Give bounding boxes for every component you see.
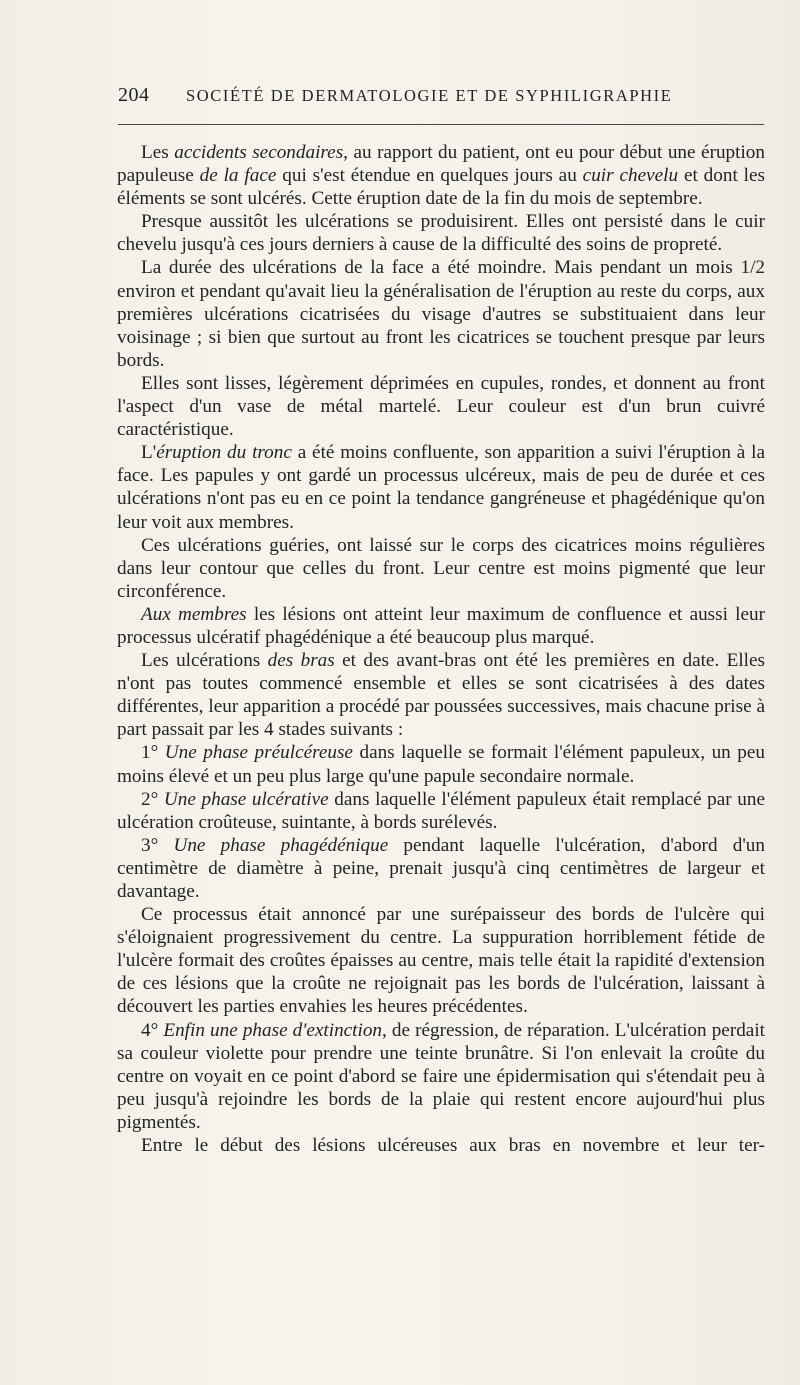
text-run: qui s'est étendue en quelques jours au — [276, 165, 583, 187]
italic-run: Enfin une phase d'extinction — [163, 1019, 383, 1041]
paragraph — [117, 256, 765, 371]
paragraph — [117, 649, 765, 741]
text-run: dans laquelle se formait l'élément papuleux, un peu moins élevé et un peu plus large qu'une papule secondaire normale. — [117, 742, 765, 787]
text-run: , de régression, de réparation. L'ulcération perdait sa couleur violette pour prendre une teinte brunâtre. Si l'on enlevait la croûte du centre on voyait en ce point d'abord se faire une épidermisation qui s'étendait peu à peu jusqu'à rejoindre les bords de la plaie qui restent encore aujourd'hui plus pigmentés. — [117, 1019, 765, 1133]
text-run: 2° — [141, 788, 164, 810]
italic-run: Une phase préulcéreuse — [164, 742, 353, 764]
paragraph — [117, 603, 765, 649]
italic-run: Une phase phagédénique — [173, 834, 389, 856]
paragraph — [117, 834, 765, 903]
italic-run: Une phase ulcérative — [163, 788, 329, 810]
text-run: Ce processus était annoncé par une surépaisseur des bords de l'ulcère qui s'éloignaient progressivement du centre. La suppuration horriblement fétide de l'ulcère formait des croûtes épaisses au centre, mais telle était la rapidité d'extension de ces lésions que la croûte ne rejoignait pas les bords de l'ulcération, laissant à découvert les parties envahies les heures précédentes. — [117, 904, 765, 1018]
text-run: pendant laquelle l'ulcération, d'abord d'un centimètre de diamètre à peine, prenait jusqu'à cinq centimètres de largeur et davantage. — [117, 834, 765, 902]
text-run: Elles sont lisses, légèrement déprimées en cupules, rondes, et donnent au front l'aspect d'un vase de métal martelé. Leur couleur est d'un brun cuivré caractéristique. — [117, 372, 765, 441]
paragraph — [117, 210, 765, 256]
paragraph — [117, 534, 765, 603]
italic-run: cuir chevelu — [582, 165, 679, 187]
page-number: 204 — [118, 84, 150, 106]
paragraph — [117, 788, 765, 834]
paragraph — [117, 141, 765, 210]
italic-run: accidents secondaires — [174, 142, 344, 163]
text-run: 4° — [141, 1019, 164, 1041]
italic-run: Aux membres — [141, 603, 247, 625]
paragraph — [117, 1019, 765, 1134]
text-run: Ces ulcérations guéries, ont laissé sur le corps des cicatrices moins régulières dans leur contour que celles du front. Leur centre est moins pigmenté que leur circonférence. — [117, 534, 765, 602]
italic-run: éruption du tronc — [156, 442, 292, 464]
text-run: 1° — [141, 742, 165, 764]
text-run: et dont les éléments se sont ulcérés. Cette éruption date de la fin du mois de septembre. — [117, 165, 765, 210]
text-run: La durée des ulcérations de la face a été moindre. Mais pendant un mois 1/2 environ et pendant qu'avait lieu la généralisation de l'éruption au reste du corps, aux premières ulcérations cicatrisées du visage d'autres se substituaient dans leur voisinage ; si bien que surtout au front les cicatrices se touchent presque par leurs bords. — [117, 257, 765, 371]
paragraph — [117, 741, 765, 787]
text-run: L' — [141, 442, 157, 464]
text-run: et des avant-bras ont été les premières en date. Elles n'ont pas toutes commencé ensemble et elles se sont cicatrisées à des dates différentes, leur apparition a procédé par poussées successives, mais chacune prise à part passait par les 4 stades suivants : — [117, 650, 765, 741]
text-run: Les — [141, 142, 175, 163]
text-run: , au rapport du patient, ont eu pour début une éruption papuleuse — [117, 142, 765, 187]
page-header — [118, 84, 764, 112]
italic-run: de la face — [199, 165, 277, 187]
paragraph — [117, 903, 765, 1018]
text-run: a été moins confluente, son apparition a suivi l'éruption à la face. Les papules y ont gardé un processus ulcéreux, mais de peu de durée et ces ulcérations n'ont pas eu en ce point la tendance gangréneuse et phagédénique qu'on leur voit aux membres. — [117, 442, 765, 533]
paragraph — [117, 1134, 765, 1157]
text-run: dans laquelle l'élément papuleux était remplacé par une ulcération croûteuse, suintante, à bords surélevés. — [117, 788, 765, 833]
body-text — [117, 141, 765, 1157]
text-run: les lésions ont atteint leur maximum de confluence et aussi leur processus ulcératif phagédénique a été beaucoup plus marqué. — [117, 603, 765, 648]
header-rule — [118, 124, 764, 125]
text-run: Entre le début des lésions ulcéreuses aux bras en novembre et leur ter- — [141, 1135, 765, 1157]
text-run: 3° — [141, 834, 174, 856]
italic-run: des bras — [267, 650, 335, 672]
running-head: SOCIÉTÉ DE DERMATOLOGIE ET DE SYPHILIGRAPHIE — [186, 86, 673, 105]
text-run: Presque aussitôt les ulcérations se produisirent. Elles ont persisté dans le cuir chevelu jusqu'à ces jours derniers à cause de la difficulté des soins de propreté. — [117, 211, 765, 256]
paragraph — [117, 372, 765, 441]
text-run: Les ulcérations — [141, 650, 268, 672]
paragraph — [117, 441, 765, 533]
